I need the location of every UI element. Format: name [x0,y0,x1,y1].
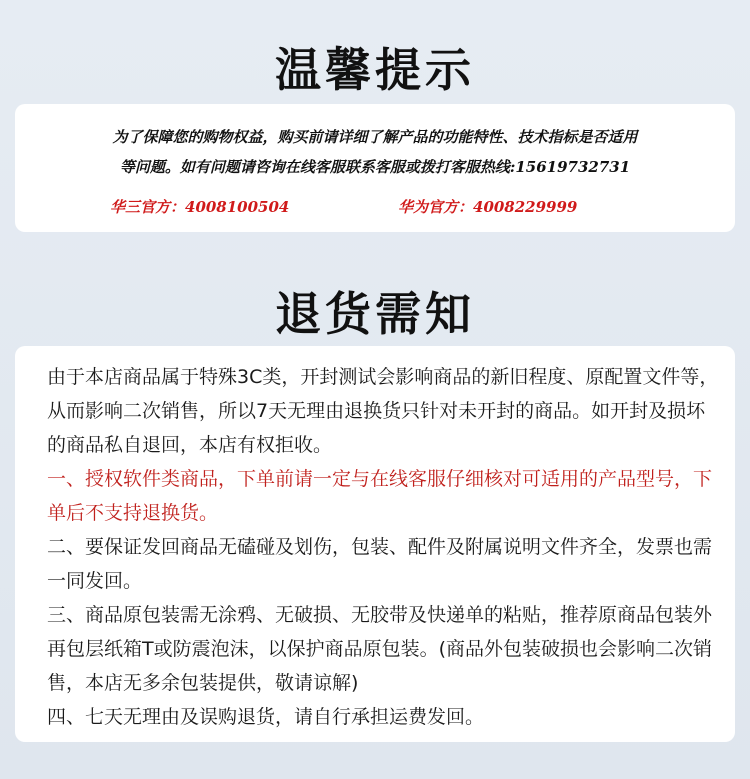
returns-title: 退货需知 [275,287,475,341]
returns-item-3: 三、商品原包装需无涂鸦、无破损、无胶带及快递单的粘贴，推荐原商品包装外再包层纸箱T或防震泡沫，以保护商品原包装。(商品外包装破损也会影响二次销售，本店无多余包装提供，敬请谅解) [47,604,713,694]
tip-title: 温馨提示 [275,43,475,97]
tip-line-2: 等问题。如有问题请咨询在线客服联系客服或拨打客服热线:15619732731 [119,158,631,176]
returns-item-1-prefix: 一、 [47,468,86,490]
returns-item-1 [47,462,721,530]
tip-card [15,104,735,232]
returns-item-4: 四、七天无理由及误购退货，请自行承担运费发回。 [47,706,485,728]
hotline-huawei: 华为官方：4008229999 [398,198,578,216]
returns-card [15,346,735,742]
returns-intro: 由于本店商品属于特殊3C类，开封测试会影响商品的新旧程度、原配置文件等，从而影响二次销售，所以7天无理由退换货只针对未开封的商品。如开封及损坏的商品私自退回，本店有权拒收。 [47,366,719,456]
tip-line-1: 为了保障您的购物权益，购买前请详细了解产品的功能特性、技术指标是否适用 [112,128,638,146]
hotline-h3c: 华三官方：4008100504 [110,198,290,216]
returns-item-2: 二、要保证发回商品无磕碰及划伤，包装、配件及附属说明文件齐全，发票也需一同发回。 [47,536,713,592]
returns-item-1-text: 授权软件类商品，下单前请一定与在线客服仔细核对可适用的产品型号，下单后不支持退换货。 [47,468,713,524]
